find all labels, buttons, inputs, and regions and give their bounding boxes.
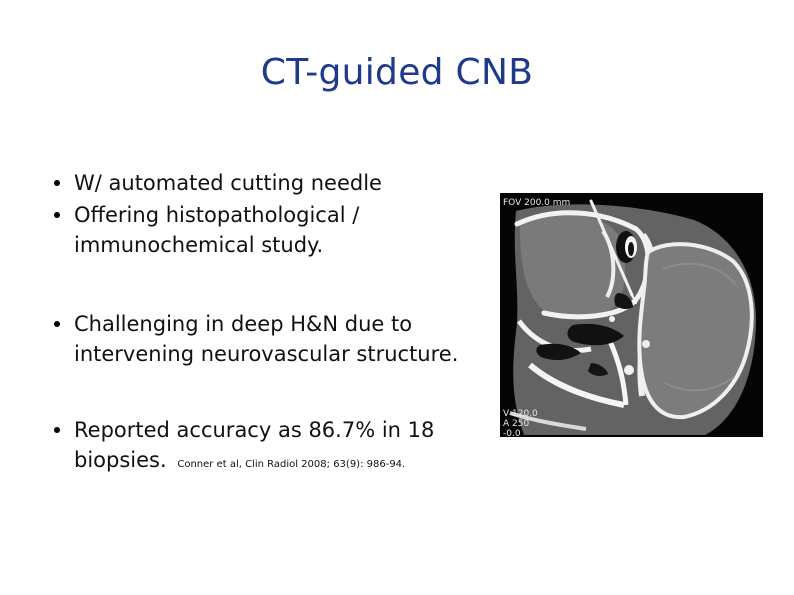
bullet-list <box>48 168 468 475</box>
citation-text: Conner et al, Clin Radiol 2008; 63(9): 986-94. <box>177 459 406 470</box>
bullet-text: Challenging in deep H&N due to intervening neurovascular structure. <box>74 312 459 366</box>
bullet-dot-icon <box>54 212 60 218</box>
bullet-text: Offering histopathological / immunochemical study. <box>74 203 360 257</box>
bullet-dot-icon <box>54 427 60 433</box>
bullet-item <box>48 200 468 260</box>
bullet-item <box>48 168 468 198</box>
bullet-text: W/ automated cutting needle <box>74 171 382 195</box>
fov-label: FOV 200.0 mm <box>503 198 571 208</box>
overlay-line-2: A 250 <box>503 419 530 429</box>
overlay-line-1: V 120.0 <box>503 409 538 419</box>
bullet-item <box>48 309 468 369</box>
bullet-item <box>48 415 468 475</box>
bullet-dot-icon <box>54 321 60 327</box>
overlay-line-3: -0.0 <box>503 429 521 437</box>
ct-scan-graphic <box>500 193 763 437</box>
ct-scan-image <box>500 193 763 437</box>
bullet-dot-icon <box>54 180 60 186</box>
slide-title: CT-guided CNB <box>260 52 534 93</box>
bullet-text: Reported accuracy as 86.7% in 18 biopsies. <box>74 418 435 472</box>
